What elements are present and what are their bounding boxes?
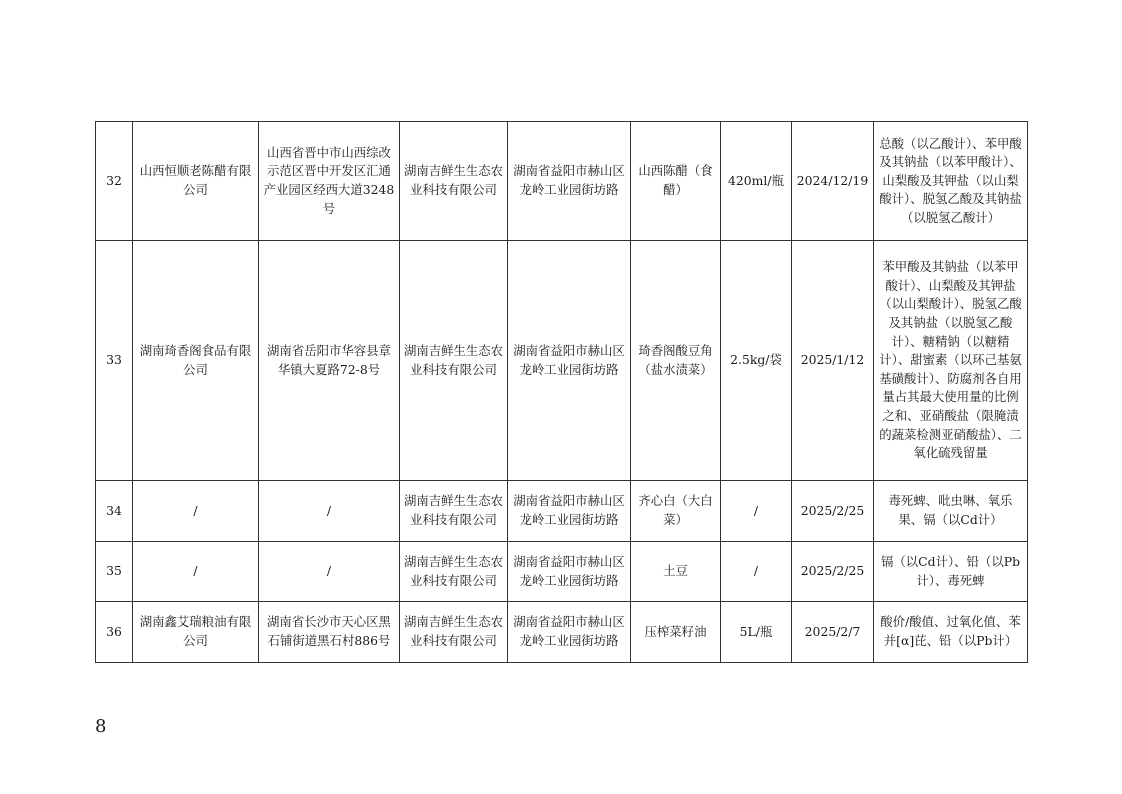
table-row bbox=[96, 602, 1028, 663]
product-spec: 420ml/瓶 bbox=[721, 122, 792, 241]
product-spec: 2.5kg/袋 bbox=[721, 241, 792, 481]
production-date: 2025/2/7 bbox=[792, 602, 874, 663]
seller-address: 湖南省益阳市赫山区龙岭工业园街坊路 bbox=[508, 542, 631, 602]
product-name: 山西陈醋（食醋） bbox=[631, 122, 721, 241]
producer-address: / bbox=[259, 542, 400, 602]
product-name: 压榨菜籽油 bbox=[631, 602, 721, 663]
production-date: 2025/2/25 bbox=[792, 481, 874, 542]
producer-name: / bbox=[133, 481, 259, 542]
row-number: 34 bbox=[96, 481, 133, 542]
production-date: 2025/2/25 bbox=[792, 542, 874, 602]
producer-name: 山西恒顺老陈醋有限公司 bbox=[133, 122, 259, 241]
table-row bbox=[96, 542, 1028, 602]
row-number: 33 bbox=[96, 241, 133, 481]
producer-address: 湖南省长沙市天心区黑石铺街道黑石村886号 bbox=[259, 602, 400, 663]
row-number: 35 bbox=[96, 542, 133, 602]
producer-name: 湖南鑫艾瑞粮油有限公司 bbox=[133, 602, 259, 663]
producer-name: / bbox=[133, 542, 259, 602]
product-name: 齐心白（大白菜） bbox=[631, 481, 721, 542]
producer-address: 山西省晋中市山西综改示范区晋中开发区汇通产业园区经西大道3248号 bbox=[259, 122, 400, 241]
seller-name: 湖南吉鲜生生态农业科技有限公司 bbox=[400, 542, 508, 602]
production-date: 2024/12/19 bbox=[792, 122, 874, 241]
table-row bbox=[96, 241, 1028, 481]
seller-address: 湖南省益阳市赫山区龙岭工业园街坊路 bbox=[508, 481, 631, 542]
seller-name: 湖南吉鲜生生态农业科技有限公司 bbox=[400, 602, 508, 663]
product-name: 琦香阁酸豆角（盐水渍菜） bbox=[631, 241, 721, 481]
inspection-table bbox=[95, 121, 1028, 663]
seller-address: 湖南省益阳市赫山区龙岭工业园街坊路 bbox=[508, 122, 631, 241]
production-date: 2025/1/12 bbox=[792, 241, 874, 481]
test-items: 镉（以Cd计）、铅（以Pb计）、毒死蜱 bbox=[874, 542, 1028, 602]
seller-name: 湖南吉鲜生生态农业科技有限公司 bbox=[400, 241, 508, 481]
page-number: 8 bbox=[95, 716, 107, 737]
product-spec: / bbox=[721, 542, 792, 602]
test-items: 总酸（以乙酸计）、苯甲酸及其钠盐（以苯甲酸计）、山梨酸及其钾盐（以山梨酸计）、脱氢乙酸及其钠盐（以脱氢乙酸计） bbox=[874, 122, 1028, 241]
test-items: 酸价/酸值、过氧化值、苯并[α]芘、铅（以Pb计） bbox=[874, 602, 1028, 663]
seller-address: 湖南省益阳市赫山区龙岭工业园街坊路 bbox=[508, 602, 631, 663]
producer-name: 湖南琦香阁食品有限公司 bbox=[133, 241, 259, 481]
product-spec: / bbox=[721, 481, 792, 542]
producer-address: / bbox=[259, 481, 400, 542]
seller-address: 湖南省益阳市赫山区龙岭工业园街坊路 bbox=[508, 241, 631, 481]
producer-address: 湖南省岳阳市华容县章华镇大夏路72-8号 bbox=[259, 241, 400, 481]
seller-name: 湖南吉鲜生生态农业科技有限公司 bbox=[400, 122, 508, 241]
table-row bbox=[96, 122, 1028, 241]
test-items: 苯甲酸及其钠盐（以苯甲酸计）、山梨酸及其钾盐（以山梨酸计）、脱氢乙酸及其钠盐（以脱氢乙酸计）、糖精钠（以糖精计）、甜蜜素（以环己基氨基磺酸计）、防腐剂各自用量占其最大使用量的比例之和、亚硝酸盐（限腌渍的蔬菜检测亚硝酸盐）、二氧化硫残留量 bbox=[874, 241, 1028, 481]
row-number: 32 bbox=[96, 122, 133, 241]
seller-name: 湖南吉鲜生生态农业科技有限公司 bbox=[400, 481, 508, 542]
test-items: 毒死蜱、吡虫啉、氧乐果、镉（以Cd计） bbox=[874, 481, 1028, 542]
product-name: 土豆 bbox=[631, 542, 721, 602]
product-spec: 5L/瓶 bbox=[721, 602, 792, 663]
row-number: 36 bbox=[96, 602, 133, 663]
table-row bbox=[96, 481, 1028, 542]
